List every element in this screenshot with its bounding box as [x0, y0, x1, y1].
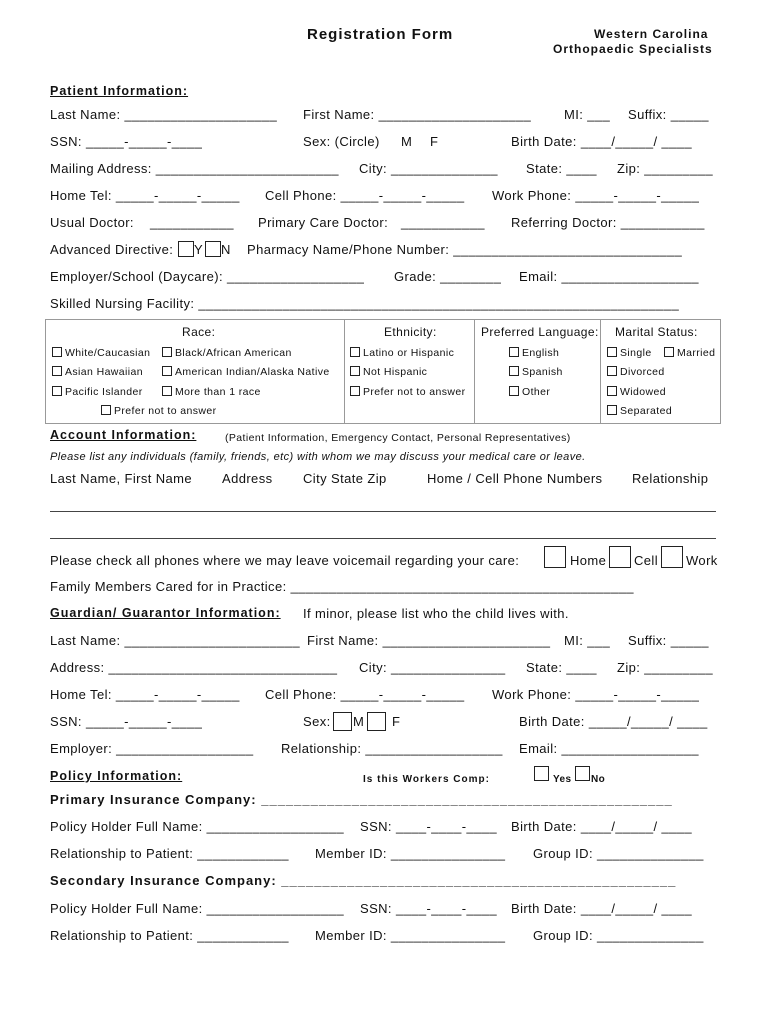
guardian-note: If minor, please list who the child lives with. — [303, 606, 569, 621]
race-option-label: American Indian/Alaska Native — [175, 366, 330, 378]
race-pacific-islander-checkbox[interactable] — [52, 386, 62, 396]
patient-home-tel-field[interactable]: Home Tel: _____-_____-_____ — [50, 188, 240, 203]
primary-member-id-field[interactable]: Member ID: _______________ — [315, 846, 506, 861]
ethnicity-option-label: Not Hispanic — [363, 366, 428, 378]
race-asian-checkbox[interactable] — [52, 366, 62, 376]
column-header: Home / Cell Phone Numbers — [427, 471, 603, 486]
advanced-directive-label: Advanced Directive: — [50, 242, 174, 257]
guardian-city-field[interactable]: City: _______________ — [359, 660, 506, 675]
org-name-line2: Orthopaedic Specialists — [553, 42, 713, 56]
language-spanish-checkbox[interactable] — [509, 366, 519, 376]
advanced-directive-no-label: N — [221, 242, 231, 257]
guardian-home-tel-field[interactable]: Home Tel: _____-_____-_____ — [50, 687, 240, 702]
ethnicity-option-label: Latino or Hispanic — [363, 347, 455, 359]
patient-last-name-field[interactable]: Last Name: ____________________ — [50, 107, 278, 122]
workers-comp-yes-checkbox[interactable] — [534, 766, 549, 781]
marital-separated-checkbox[interactable] — [607, 405, 617, 415]
guardian-last-name-field[interactable]: Last Name: _______________________ — [50, 633, 300, 648]
primary-care-doctor-label: Primary Care Doctor: — [258, 215, 389, 230]
race-prefer-not-checkbox[interactable] — [101, 405, 111, 415]
language-option-label: Other — [522, 386, 551, 398]
voicemail-cell-label: Cell — [634, 553, 658, 568]
ethnicity-option-label: Prefer not to answer — [363, 386, 466, 398]
patient-email-field[interactable]: Email: __________________ — [519, 269, 699, 284]
table-divider — [474, 319, 475, 423]
secondary-birth-date-field[interactable]: Birth Date: ____/_____/ ____ — [511, 901, 693, 916]
voicemail-home-checkbox[interactable] — [544, 546, 566, 568]
marital-option-label: Divorced — [620, 366, 665, 378]
marital-divorced-checkbox[interactable] — [607, 366, 617, 376]
primary-relationship-field[interactable]: Relationship to Patient: ____________ — [50, 846, 289, 861]
patient-sex-label: Sex: (Circle) — [303, 134, 380, 149]
guardian-relationship-field[interactable]: Relationship: __________________ — [281, 741, 503, 756]
voicemail-work-checkbox[interactable] — [661, 546, 683, 568]
column-header: Relationship — [632, 471, 709, 486]
patient-mi-field[interactable]: MI: ___ — [564, 107, 611, 122]
primary-policy-holder-field[interactable]: Policy Holder Full Name: __________________ — [50, 819, 344, 834]
workers-comp-label: Is this Workers Comp: — [363, 774, 490, 785]
usual-doctor-field[interactable]: ___________ — [150, 215, 234, 230]
marital-married-checkbox[interactable] — [664, 347, 674, 357]
guardian-birth-date-field[interactable]: Birth Date: _____/_____/ ____ — [519, 714, 708, 729]
patient-work-phone-field[interactable]: Work Phone: _____-_____-_____ — [492, 188, 700, 203]
account-instructions: Please list any individuals (family, friends, etc) with whom we may discuss your medical care or leave. — [50, 451, 586, 463]
race-multiple-checkbox[interactable] — [162, 386, 172, 396]
marital-option-label: Separated — [620, 405, 673, 417]
secondary-insurance-company-field[interactable]: Secondary Insurance Company: ________________________________________________ — [50, 873, 677, 888]
race-header: Race: — [182, 325, 216, 339]
guardian-zip-field[interactable]: Zip: _________ — [617, 660, 713, 675]
skilled-nursing-facility-field[interactable]: Skilled Nursing Facility: _______________________________________________________________ — [50, 296, 680, 311]
contact-entry-line-2[interactable] — [50, 538, 716, 539]
org-name-line1: Western Carolina — [594, 27, 709, 41]
guardian-email-field[interactable]: Email: __________________ — [519, 741, 699, 756]
ethnicity-latino-checkbox[interactable] — [350, 347, 360, 357]
race-option-label: Prefer not to answer — [114, 405, 217, 417]
referring-doctor-field[interactable]: Referring Doctor: ___________ — [511, 215, 705, 230]
marital-widowed-checkbox[interactable] — [607, 386, 617, 396]
language-option-label: Spanish — [522, 366, 563, 378]
voicemail-home-label: Home — [570, 553, 607, 568]
policy-info-heading: Policy Information: — [50, 769, 183, 783]
marital-option-label: Single — [620, 347, 652, 359]
language-option-label: English — [522, 347, 560, 359]
form-title: Registration Form — [307, 26, 454, 43]
marital-option-label: Widowed — [620, 386, 666, 398]
guardian-cell-phone-field[interactable]: Cell Phone: _____-_____-_____ — [265, 687, 465, 702]
primary-ssn-field[interactable]: SSN: ____-____-____ — [360, 819, 497, 834]
race-american-indian-checkbox[interactable] — [162, 366, 172, 376]
voicemail-work-label: Work — [686, 553, 718, 568]
column-header: Address — [222, 471, 273, 486]
guardian-sex-f-label: F — [392, 714, 401, 729]
primary-birth-date-field[interactable]: Birth Date: ____/_____/ ____ — [511, 819, 693, 834]
workers-comp-no-label: No — [591, 774, 606, 785]
language-english-checkbox[interactable] — [509, 347, 519, 357]
patient-info-heading: Patient Information: — [50, 84, 189, 98]
patient-first-name-field[interactable]: First Name: ____________________ — [303, 107, 532, 122]
guardian-sex-m-checkbox[interactable] — [333, 712, 352, 731]
pharmacy-field[interactable]: Pharmacy Name/Phone Number: ______________________________ — [247, 242, 683, 257]
language-header: Preferred Language: — [481, 325, 599, 339]
patient-suffix-field[interactable]: Suffix: _____ — [628, 107, 709, 122]
guardian-work-phone-field[interactable]: Work Phone: _____-_____-_____ — [492, 687, 700, 702]
family-members-field[interactable]: Family Members Cared for in Practice: _____________________________________________ — [50, 579, 634, 594]
voicemail-cell-checkbox[interactable] — [609, 546, 631, 568]
secondary-policy-holder-field[interactable]: Policy Holder Full Name: __________________ — [50, 901, 344, 916]
advanced-directive-yes-checkbox[interactable] — [178, 241, 194, 257]
guardian-mi-field[interactable]: MI: ___ — [564, 633, 611, 648]
patient-ssn-field[interactable]: SSN: _____-_____-____ — [50, 134, 203, 149]
race-option-label: Asian Hawaiian — [65, 366, 143, 378]
table-divider — [600, 319, 601, 423]
contact-entry-line-1[interactable] — [50, 511, 716, 512]
usual-doctor-label: Usual Doctor: — [50, 215, 134, 230]
patient-sex-f-option[interactable]: F — [430, 134, 439, 149]
patient-sex-m-option[interactable]: M — [401, 134, 413, 149]
guardian-suffix-field[interactable]: Suffix: _____ — [628, 633, 709, 648]
guardian-sex-m-label: M — [353, 714, 365, 729]
race-white-checkbox[interactable] — [52, 347, 62, 357]
guardian-employer-field[interactable]: Employer: __________________ — [50, 741, 254, 756]
workers-comp-no-checkbox[interactable] — [575, 766, 590, 781]
account-info-note: (Patient Information, Emergency Contact, Personal Representatives) — [225, 432, 571, 444]
secondary-group-id-field[interactable]: Group ID: ______________ — [533, 928, 704, 943]
race-option-label: More than 1 race — [175, 386, 261, 398]
account-info-heading: Account Information: — [50, 428, 197, 442]
guardian-sex-f-checkbox[interactable] — [367, 712, 386, 731]
patient-cell-phone-field[interactable]: Cell Phone: _____-_____-_____ — [265, 188, 465, 203]
race-option-label: Pacific Islander — [65, 386, 143, 398]
secondary-member-id-field[interactable]: Member ID: _______________ — [315, 928, 506, 943]
secondary-relationship-field[interactable]: Relationship to Patient: ____________ — [50, 928, 289, 943]
primary-group-id-field[interactable]: Group ID: ______________ — [533, 846, 704, 861]
patient-mailing-address-field[interactable]: Mailing Address: ________________________ — [50, 161, 339, 176]
guardian-address-field[interactable]: Address: ______________________________ — [50, 660, 338, 675]
workers-comp-yes-label: Yes — [553, 774, 572, 785]
table-divider — [344, 319, 345, 423]
guardian-first-name-field[interactable]: First Name: ______________________ — [307, 633, 551, 648]
patient-city-field[interactable]: City: ______________ — [359, 161, 498, 176]
guardian-ssn-field[interactable]: SSN: _____-_____-____ — [50, 714, 203, 729]
language-other-checkbox[interactable] — [509, 386, 519, 396]
marital-option-label: Married — [677, 347, 716, 359]
race-option-label: White/Caucasian — [65, 347, 151, 359]
guardian-sex-label: Sex: — [303, 714, 331, 729]
secondary-ssn-field[interactable]: SSN: ____-____-____ — [360, 901, 497, 916]
ethnicity-header: Ethnicity: — [384, 325, 437, 339]
patient-birth-date-field[interactable]: Birth Date: ____/_____/ ____ — [511, 134, 693, 149]
primary-care-doctor-field[interactable]: ___________ — [401, 215, 485, 230]
guardian-state-field[interactable]: State: ____ — [526, 660, 597, 675]
advanced-directive-yes-label: Y — [194, 242, 204, 257]
marital-header: Marital Status: — [615, 325, 698, 339]
voicemail-question: Please check all phones where we may leave voicemail regarding your care: — [50, 553, 520, 568]
advanced-directive-no-checkbox[interactable] — [205, 241, 221, 257]
column-header: Last Name, First Name — [50, 471, 193, 486]
marital-single-checkbox[interactable] — [607, 347, 617, 357]
patient-state-field[interactable]: State: ____ — [526, 161, 597, 176]
column-header: City State Zip — [303, 471, 387, 486]
employer-school-field[interactable]: Employer/School (Daycare): __________________ — [50, 269, 365, 284]
race-black-checkbox[interactable] — [162, 347, 172, 357]
primary-insurance-company-field[interactable]: Primary Insurance Company: __________________________________________________ — [50, 792, 673, 807]
race-option-label: Black/African American — [175, 347, 292, 359]
guardian-info-heading: Guardian/ Guarantor Information: — [50, 606, 281, 620]
patient-zip-field[interactable]: Zip: _________ — [617, 161, 713, 176]
ethnicity-not-hispanic-checkbox[interactable] — [350, 366, 360, 376]
ethnicity-prefer-not-checkbox[interactable] — [350, 386, 360, 396]
grade-field[interactable]: Grade: ________ — [394, 269, 502, 284]
